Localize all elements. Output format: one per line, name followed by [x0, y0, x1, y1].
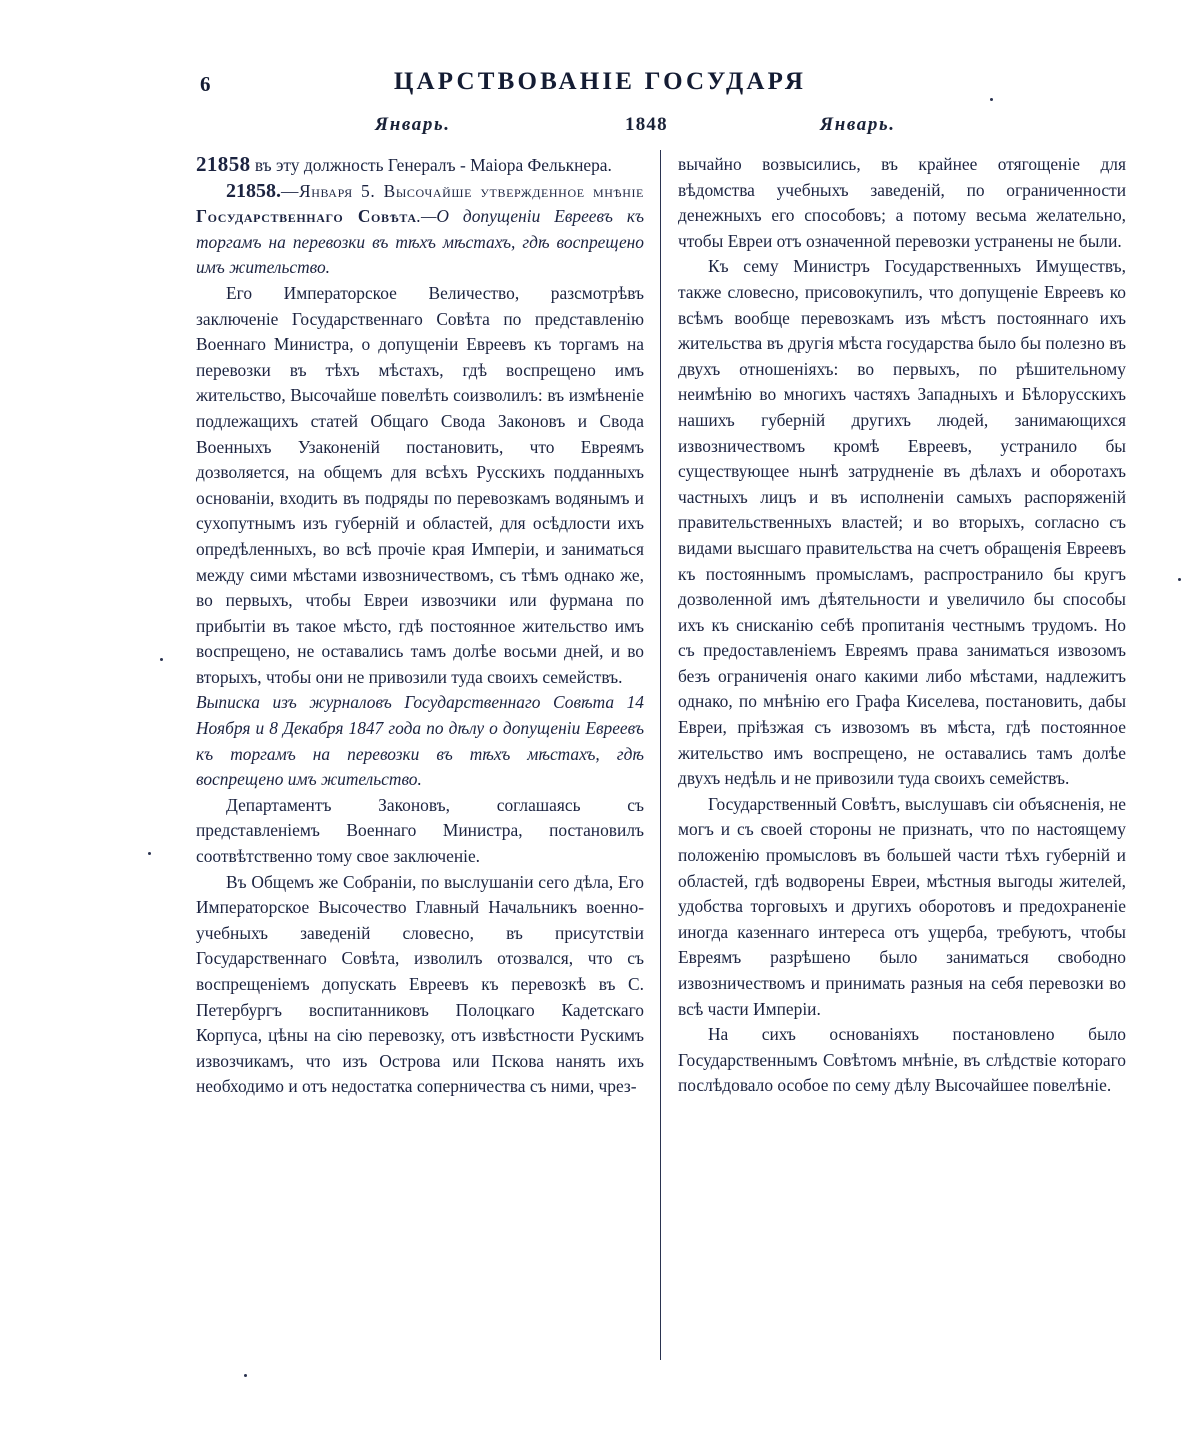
catchline-number: 21858 — [196, 152, 251, 176]
catchline-text: въ эту должность Генералъ - Маіора Фелькнера. — [250, 155, 612, 175]
column-divider — [660, 150, 661, 1360]
date-line-year: 1848 — [625, 114, 668, 135]
body-paragraph: На сихъ основаніяхъ постановлено было Государственнымъ Совѣтомъ мнѣніе, въ слѣдствіе котораго послѣдовало особое по сему дѣлу Высочайшее повелѣніе. — [678, 1024, 1126, 1096]
entry-authority: Государственнаго Совѣта — [196, 206, 417, 227]
scan-speck — [1178, 578, 1181, 581]
page-number: 6 — [200, 72, 211, 96]
left-column — [196, 152, 644, 1100]
entry-title: .—О допущеніи Евреевъ къ торгамъ на перевозки въ тѣхъ мѣстахъ, гдѣ воспрещено имъ жительство. — [196, 206, 644, 278]
entry-dash-date: —Января 5. Высочайше утвержденное мнѣніе — [281, 180, 644, 201]
body-paragraph: вычайно возвысились, въ крайнее отягощеніе для вѣдомства учебныхъ заведеній, по ограниченности денежныхъ его способовъ; а потому весьма желательно, чтобы Евреи отъ означенной перевозки устранены не были. — [678, 154, 1126, 251]
right-column — [678, 152, 1126, 1099]
scan-speck — [160, 658, 163, 661]
scan-speck — [148, 852, 151, 855]
catchline-paragraph — [196, 152, 644, 179]
body-paragraph: Государственный Совѣтъ, выслушавъ сіи объясненія, не могъ и съ своей стороны не признать, что по настоящему положенію промысловъ въ большей части тѣхъ губерній и областей, гдѣ водворены Евреи, мѣстныя выгоды жителей, удобства торговыхъ и другихъ оборотовъ и предохраненіе иногда казеннаго интереса отъ ущерба, требуютъ, чтобы Евреямъ разрѣшено было заниматься свободно извозничествомъ и принимать разныя на себя перевозки во всѣ части Имперіи. — [678, 793, 1126, 1019]
body-paragraph: Къ сему Министръ Государственныхъ Имуществъ, также словесно, присовокупилъ, что допущеніе Евреевъ ко всѣмъ вообще перевозкамъ изъ мѣстъ постояннаго ихъ жительства въ другія мѣста государства было бы полезно въ двухъ отношеніяхъ: во первыхъ, по рѣшительному неимѣнію во многихъ частяхъ Западныхъ и Бѣлорусскихъ нашихъ губерній другихъ людей, занимающихся извозничествомъ кромѣ Евреевъ, устранило бы существующее нынѣ затрудненіе въ дѣлахъ и оборотахъ частныхъ лицъ и въ исполненіи самыхъ распоряженій правительственныхъ властей; и во вторыхъ, согласно съ видами высшаго правительства на счетъ обращенія Евреевъ къ постояннымъ промысламъ, распространило бы кругъ дозволенной имъ дѣятельности и увеличило бы способы ихъ къ снисканію себѣ пропитанія честнымъ трудомъ. Но съ предоставленіемъ Евреямъ права заниматься извозомъ безъ ограниченія онаго какими либо мѣстами, надлежитъ однако, по мнѣнію его Графа Киселева, постановить, дабы Евреи, пріѣзжая съ извозомъ въ мѣста, гдѣ постоянное жительство имъ воспрещено, не оставались тамъ долѣе двухъ недѣль и не привозили туда своихъ семействъ. — [678, 256, 1126, 789]
scan-speck — [244, 1374, 247, 1377]
journal-extract-note: Выписка изъ журналовъ Государственнаго Совѣта 14 Ноября и 8 Декабря 1847 года по дѣлу о допущеніи Евреевъ къ торгамъ на перевозки въ тѣхъ мѣстахъ, гдѣ воспрещено имъ жительство. — [196, 692, 644, 790]
body-paragraph: Его Императорское Величество, разсмотрѣвъ заключеніе Государственнаго Совѣта по представленію Военнаго Министра, о допущеніи Евреевъ къ торгамъ на перевозки въ тѣхъ мѣстахъ, гдѣ воспрещено имъ жительство, Высочайше повелѣть соизволилъ: въ измѣненіе подлежащихъ статей Общаго Свода Законовъ и Свода Военныхъ Узаконеній постановить, что Евреямъ дозволяется, на общемъ для всѣхъ Русскихъ подданныхъ основаніи, входить въ подряды по перевозкамъ водянымъ и сухопутнымъ изъ губерній и областей, для осѣдлости ихъ опредѣленныхъ, во всѣ прочіе края Имперіи, и заниматься между сими мѣстами извозничествомъ, съ тѣмъ однако же, во первыхъ, чтобы Евреи извозчики или фурмана по прибытіи въ такое мѣсто, гдѣ постоянное жительство имъ воспрещено, не оставались тамъ долѣе восьми дней, и во вторыхъ, чтобы они не привозили туда своихъ семействъ. — [196, 282, 644, 687]
body-paragraph: Въ Общемъ же Собраніи, по выслушаніи сего дѣла, Его Императорское Высочество Главный Начальникъ военно-учебныхъ заведеній словесно, въ присутствіи Государственнаго Совѣта, изволилъ отозвался, что съ воспрещеніемъ допускать Евреевъ къ перевозкѣ въ С. Петербургъ воспитанниковъ Полоцкаго Кадетскаго Корпуса, цѣны на сію перевозку, отъ извѣстности Рускимъ извозчикамъ, что изъ Острова или Пскова нанять ихъ необходимо и отъ недостатка соперничества съ ними, чрез- — [196, 871, 644, 1097]
scan-speck — [990, 98, 993, 101]
entry-number: 21858. — [226, 179, 281, 202]
date-line-month-left: Январь. — [375, 114, 451, 135]
date-line-month-right: Январь. — [820, 114, 896, 135]
entry-heading — [196, 179, 644, 281]
body-paragraph: Департаментъ Законовъ, соглашаясь съ представленіемъ Военнаго Министра, постановилъ соотвѣтственно тому свое заключеніе. — [196, 794, 644, 867]
date-line — [200, 114, 1000, 140]
running-title: ЦАРСТВОВАНІЕ ГОСУДАРЯ — [393, 68, 807, 95]
